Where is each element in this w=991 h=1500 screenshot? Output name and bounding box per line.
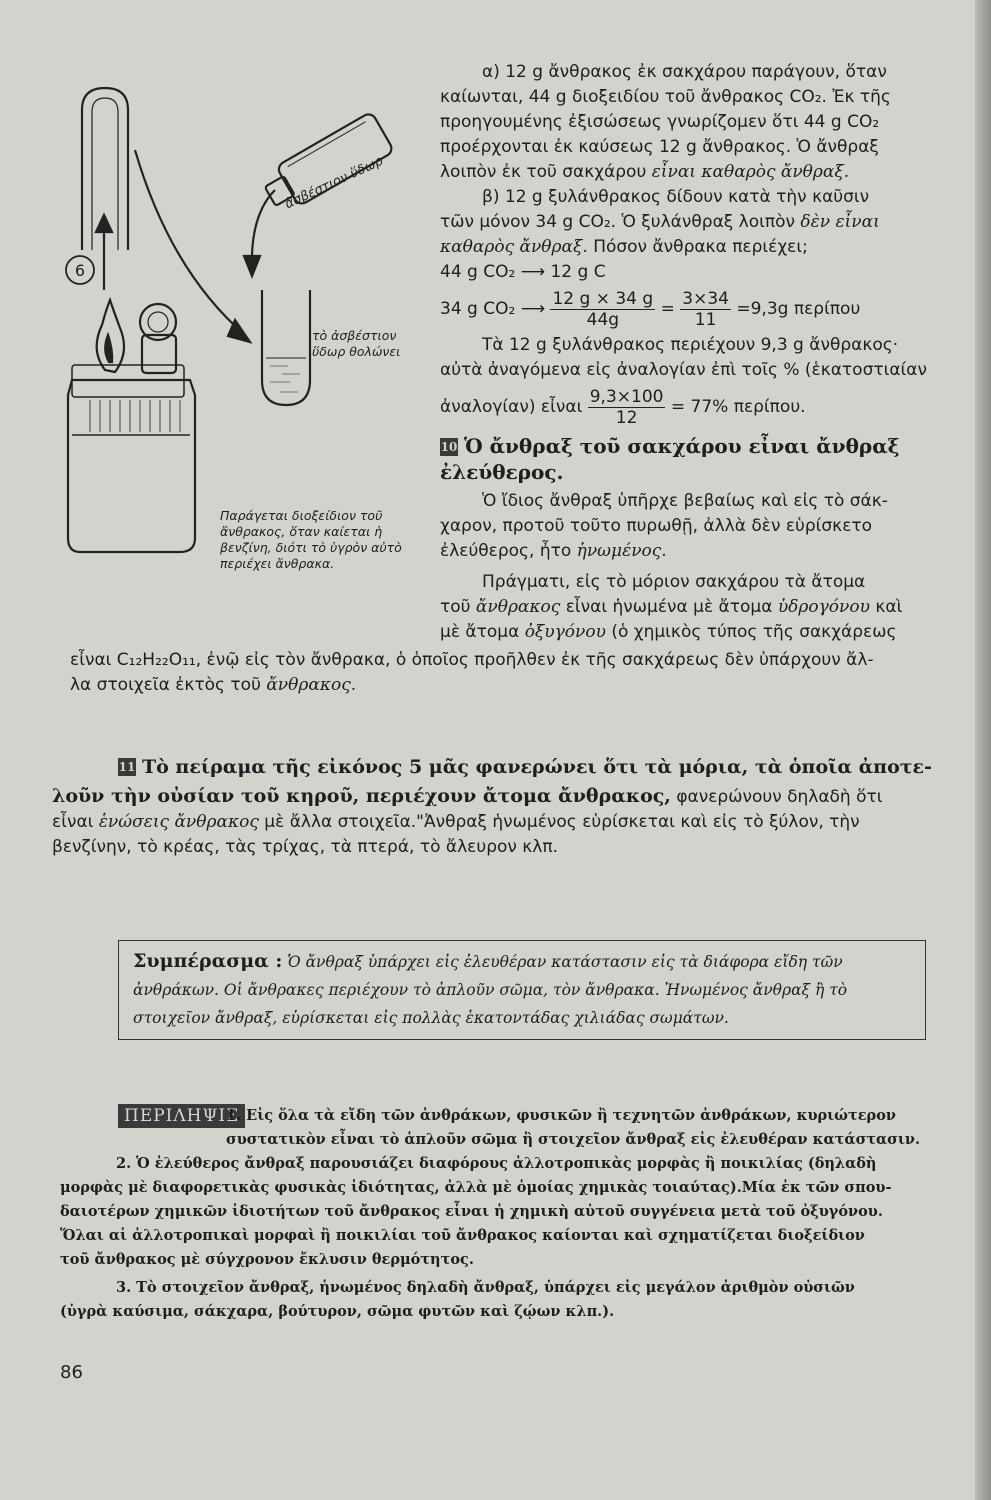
page-number: 86	[60, 1362, 83, 1383]
figure-lighter-experiment	[60, 60, 440, 560]
summary-line: (ὑγρὰ καύσιμα, σάκχαρα, βούτυρον, σῶμα φυτῶν καὶ ζῴων κλπ.).	[60, 1303, 615, 1320]
fraction	[588, 387, 666, 428]
heading-text: ἐλεύθερος.	[440, 460, 564, 484]
para-b-line	[440, 210, 930, 235]
para-line	[440, 539, 930, 564]
text: τοῦ	[440, 597, 476, 617]
italic-text: καθαρὸς ἄνθραξ.	[440, 237, 588, 257]
para-b-line: β) 12 g ξυλάνθρακος δίδουν κατὰ τὴν καῦσιν	[482, 187, 870, 207]
summary-line: 1. Εἰς ὅλα τὰ εἴδη τῶν ἀνθράκων, φυσικῶν ἢ τεχνητῶν ἀνθράκων, κυριώτερον	[226, 1107, 896, 1124]
para-a-line: καίωνται, 44 g διοξειδίου τοῦ ἄνθρακος CO₂. Ἐκ τῆς	[440, 87, 891, 107]
summary-line: συστατικὸν εἶναι τὸ ἁπλοῦν σῶμα ἢ στοιχεῖον ἄνθραξ εἰς ἐλευθέραν κατάστασιν.	[226, 1131, 920, 1148]
text: Πόσον ἄνθρακα περιέχει;	[587, 237, 808, 257]
section-11-line	[52, 784, 930, 810]
bold-text: Τὸ πείραμα τῆς εἰκόνος 5 μᾶς φανερώνει ὅτι τὰ μόρια, τὰ ὁποῖα ἀποτε-	[142, 756, 932, 778]
numerator: 9,3×100	[589, 386, 664, 407]
text: τῶν μόνον 34 g CO₂. Ὁ ξυλάνθραξ λοιπὸν	[440, 212, 801, 232]
conclusion-line	[133, 947, 911, 976]
section-11-body	[52, 784, 930, 860]
eq2-result: =9,3g περίπου	[736, 299, 861, 319]
lighter-experiment-illustration	[60, 60, 440, 560]
para-line: εἶναι C₁₂H₂₂O₁₁, ἐνῷ εἰς τὸν ἄνθρακα, ὁ ὁποῖος προῆλθεν ἐκ τῆς σακχάρεως δὲν ὑπάρχουν ἄλ-	[70, 650, 874, 670]
text: = 77% περίπου.	[670, 397, 806, 417]
heading-text: Ὁ ἄνθραξ τοῦ σακχάρου εἶναι ἄνθραξ	[464, 434, 900, 458]
summary-line: τοῦ ἄνθρακος μὲ σύγχρονον ἔκλυσιν θερμότητος.	[60, 1251, 474, 1268]
para-line	[440, 620, 930, 645]
italic-text: ἄνθρακος	[475, 597, 561, 617]
figure-number: 6	[74, 261, 86, 280]
para-line	[440, 595, 930, 620]
para-b-line	[440, 235, 930, 260]
text: (ὁ χημικὸς τύπος τῆς σακχάρεως	[605, 622, 897, 642]
italic-text: ἑνώσεις ἄνθρακος	[98, 812, 259, 832]
conclusion-line: στοιχεῖον ἄνθραξ, εὑρίσκεται εἰς πολλὰς ἑκατοντάδας χιλιάδας σωμάτων.	[133, 1009, 729, 1027]
italic-text: δὲν εἶναι	[800, 212, 880, 232]
para-line	[70, 673, 930, 698]
italic-text: ὀξυγόνου	[524, 622, 606, 642]
text: ἀναλογίαν) εἶναι	[440, 397, 583, 417]
percentage-equation	[440, 383, 930, 431]
section-11-line	[118, 752, 930, 782]
summary-line: 3. Τὸ στοιχεῖον ἄνθραξ, ἡνωμένος δηλαδὴ ἄνθραξ, ὑπάρχει εἰς μεγάλον ἀριθμὸν οὐσιῶν	[116, 1279, 855, 1296]
summary-line: μορφὰς μὲ διαφορετικὰς φυσικὰς ἰδιότητας, ἀλλὰ μὲ ὁμοίας χημικὰς τοιαύτας).Μία ἐκ τῶν σπου-	[60, 1179, 892, 1196]
transfer-arrow	[135, 150, 245, 335]
text: λα στοιχεῖα ἐκτὸς τοῦ	[70, 675, 267, 695]
equation-1: 44 g CO₂ ⟶ 12 g C	[440, 262, 606, 282]
text: καὶ	[869, 597, 903, 617]
text: εἶναι	[52, 812, 99, 832]
section-number: 10	[440, 440, 458, 454]
conclusion-box	[118, 940, 926, 1040]
denominator: 44g	[586, 309, 620, 330]
text: φανερώνουν δηλαδὴ ὅτι	[670, 787, 883, 807]
para-line: Ὁ ἴδιος ἄνθραξ ὑπῆρχε βεβαίως καὶ εἰς τὸ σάκ-	[482, 491, 888, 511]
full-width-paragraph	[70, 648, 930, 698]
section-10-heading	[440, 433, 930, 485]
page-binding-shadow	[975, 0, 991, 1500]
section-number: 11	[118, 760, 136, 774]
italic-text: ἡνωμένος.	[576, 541, 667, 561]
section-11-line: βενζίνην, τὸ κρέας, τὰς τρίχας, τὰ πτερά, τὸ ἄλευρον κλπ.	[52, 837, 558, 857]
para-a-line: προέρχονται ἐκ καύσεως 12 g ἄνθρακος. Ὁ ἄνθραξ	[440, 137, 879, 157]
para-line: Πράγματι, εἰς τὸ μόριον σακχάρου τὰ ἄτομα	[482, 572, 866, 592]
italic-text: ὑδρογόνου	[777, 597, 870, 617]
conclusion-label: Συμπέρασμα :	[133, 950, 283, 972]
text: εἶναι ἡνωμένα μὲ ἄτομα	[560, 597, 778, 617]
para-line: χαρον, προτοῦ τοῦτο πυρωθῇ, ἀλλὰ δὲν εὑρίσκετο	[440, 516, 873, 536]
para-a-line: προηγουμένης ἐξισώσεως γνωρίζομεν ὅτι 44 g CO₂	[440, 112, 880, 132]
summary-rest	[60, 1152, 931, 1324]
figure-caption: Παράγεται διοξείδιον τοῦ ἄνθρακος, ὅταν καίεται ἡ βενζίνη, διότι τὸ ὑγρὸν αὐτὸ περιέχει ἄνθρακα.	[220, 508, 402, 571]
label-lime-water-turns-cloudy: τὸ ἀσβέστιον ὕδωρ θολώνει	[312, 328, 401, 359]
text: ἐλεύθερος, ἦτο	[440, 541, 577, 561]
test-tube	[262, 290, 310, 405]
eq2-left: 34 g CO₂ ⟶	[440, 299, 546, 319]
summary-p1	[226, 1104, 931, 1152]
numerator: 3×34	[682, 288, 729, 309]
denominator: 12	[615, 407, 638, 428]
summary-line: 2. Ὁ ἐλεύθερος ἄνθραξ παρουσιάζει διαφόρους ἀλλοτροπικὰς μορφὰς ἢ ποικιλίας (δηλαδὴ	[116, 1155, 877, 1172]
conclusion-line: ἀνθράκων. Οἱ ἄνθρακες περιέχουν τὸ ἁπλοῦν σῶμα, τὸν ἄνθρακα. Ἡνωμένος ἄνθραξ ἢ τὸ	[133, 981, 848, 999]
equation-2	[440, 285, 930, 333]
numerator: 12 g × 34 g	[552, 288, 654, 309]
summary-label: ΠΕΡΙΛΗΨΙΣ	[118, 1104, 245, 1128]
italic-text: εἶναι καθαρὸς ἄνθραξ.	[651, 162, 850, 182]
fraction	[680, 289, 731, 330]
bold-text: λοῦν τὴν οὐσίαν τοῦ κηροῦ, περιέχουν ἄτομα ἄνθρακος,	[52, 785, 671, 807]
lighter	[68, 380, 195, 552]
text: λοιπὸν ἐκ τοῦ σακχάρου	[440, 162, 652, 182]
section-11	[118, 752, 930, 782]
para-a-line: α) 12 g ἄνθρακος ἐκ σακχάρου παράγουν, ὅταν	[482, 62, 887, 82]
summary-line: Ὅλαι αἱ ἀλλοτροπικαὶ μορφαὶ ἢ ποικιλίαι τοῦ ἄνθρακος καίονται καὶ σχηματίζεται διοξείδιον	[60, 1227, 865, 1244]
summary-line: δαιοτέρων χημικῶν ἰδιοτήτων τοῦ ἄνθρακος εἶναι ἡ χημικὴ αὐτοῦ συγγένεια μετὰ τοῦ ὀξυγόνου.	[60, 1203, 883, 1220]
denominator: 11	[694, 309, 717, 330]
text: μὲ ἄλλα στοιχεῖα."Ἀνθραξ ἡνωμένος εὑρίσκεται καὶ εἰς τὸ ξύλον, τὴν	[258, 812, 860, 832]
para-line: Τὰ 12 g ξυλάνθρακος περιέχουν 9,3 g ἄνθρακος·	[482, 335, 899, 355]
para-a-line	[440, 160, 930, 185]
italic-text: ἄνθρακος.	[266, 675, 357, 695]
label-lime-water: ἀσβέστιον ὕδωρ	[282, 153, 386, 213]
equals: =	[660, 299, 675, 319]
text: μὲ ἄτομα	[440, 622, 525, 642]
para-line: αὐτὰ ἀναγόμενα εἰς ἀναλογίαν ἐπὶ τοῖς % (ἑκατοστιαίαν	[440, 360, 927, 380]
italic-text: Ὁ ἄνθραξ ὑπάρχει εἰς ἐλευθέραν κατάστασιν εἰς τὰ διάφορα εἴδη τῶν	[282, 953, 843, 971]
section-11-line	[52, 810, 930, 835]
right-column	[440, 60, 930, 645]
fraction	[550, 289, 655, 330]
